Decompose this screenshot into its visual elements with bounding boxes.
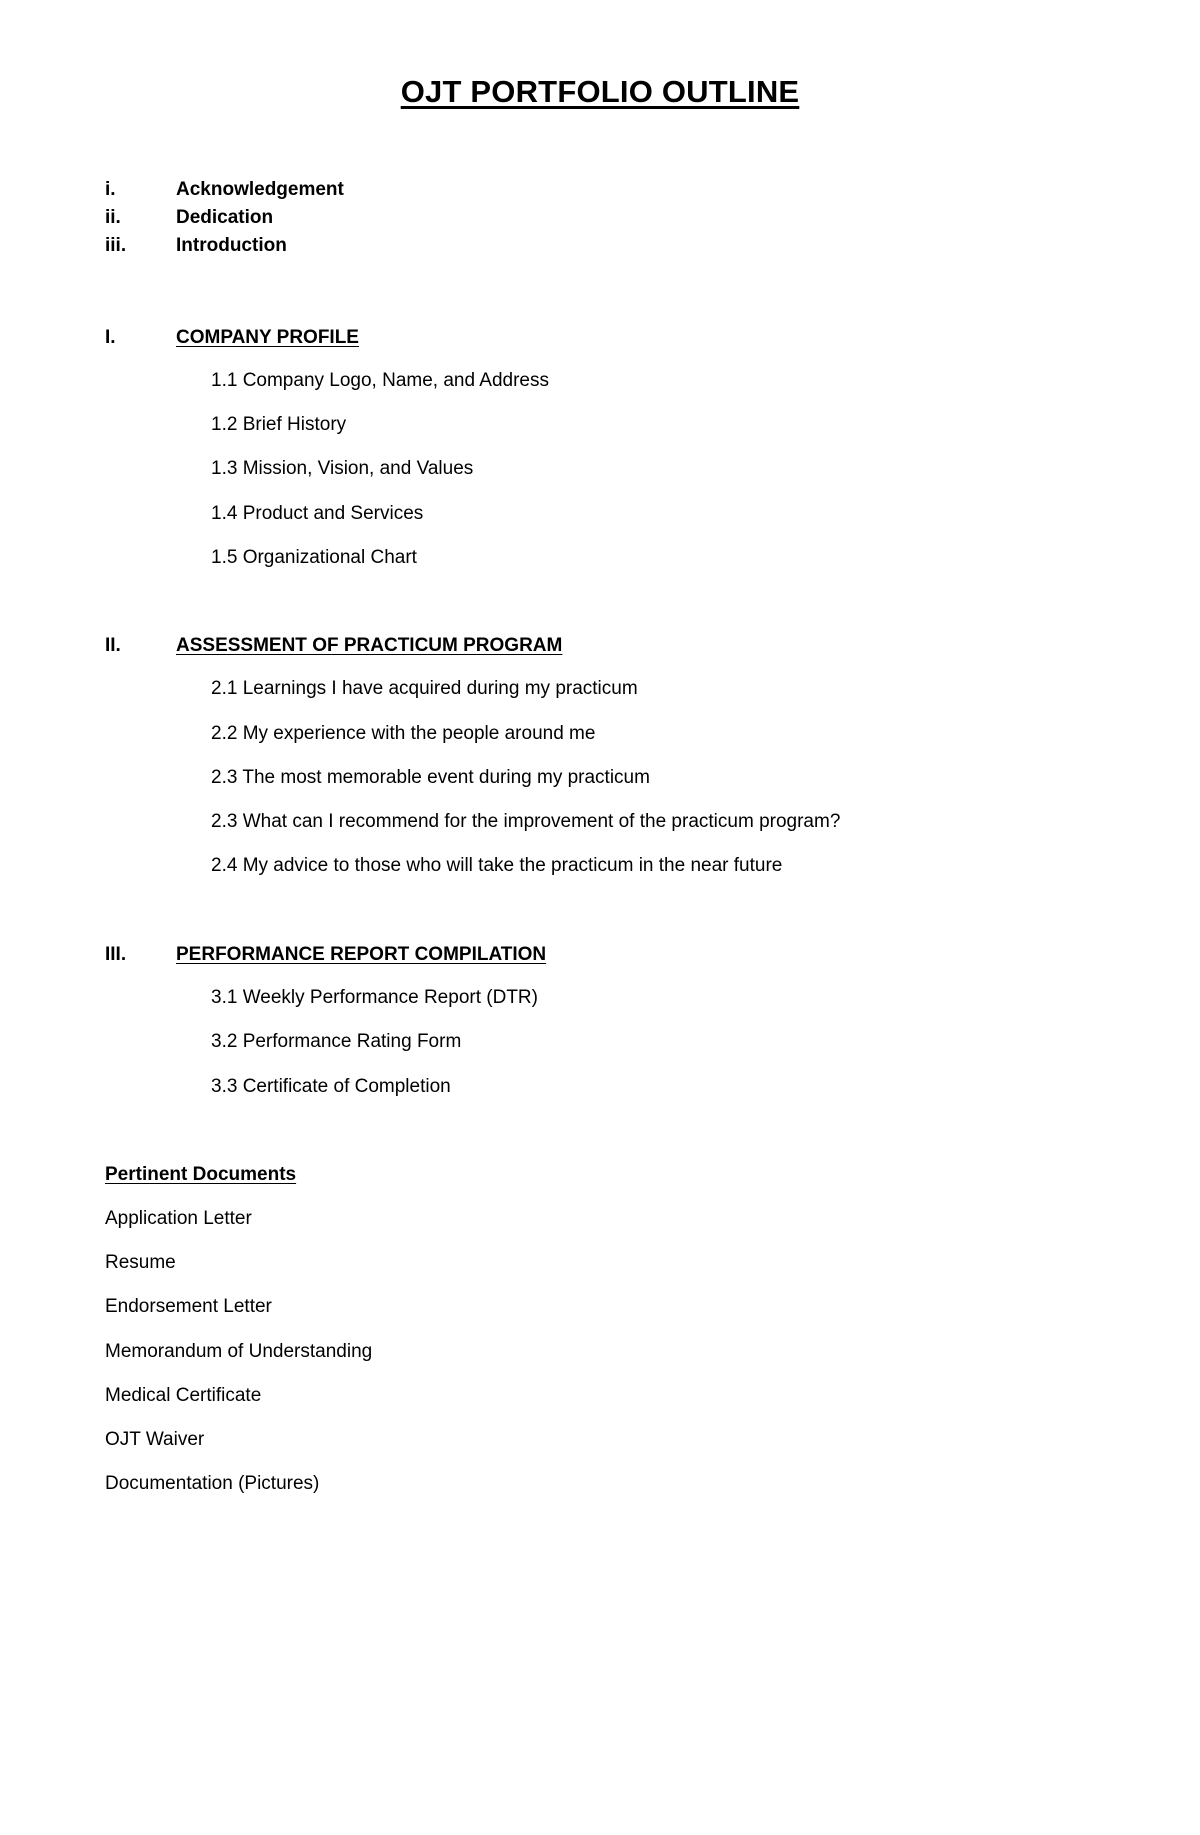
section-heading: ASSESSMENT OF PRACTICUM PROGRAM xyxy=(176,635,563,656)
outline-item: 2.1 Learnings I have acquired during my practicum xyxy=(211,678,638,699)
front-matter-numeral: i. xyxy=(105,179,116,200)
outline-item: 1.1 Company Logo, Name, and Address xyxy=(211,370,549,391)
document-item: Application Letter xyxy=(105,1208,252,1229)
section-heading: PERFORMANCE REPORT COMPILATION xyxy=(176,944,547,965)
front-matter-label: Dedication xyxy=(176,207,274,228)
document-item: Endorsement Letter xyxy=(105,1296,272,1317)
outline-item: 1.2 Brief History xyxy=(211,414,347,435)
outline-item: 2.4 My advice to those who will take the practicum in the near future xyxy=(211,855,783,876)
section-numeral: I. xyxy=(105,327,116,348)
front-matter-numeral: iii. xyxy=(105,235,127,256)
section-numeral: II. xyxy=(105,635,121,656)
outline-item: 2.3 The most memorable event during my practicum xyxy=(211,767,650,788)
outline-item: 1.4 Product and Services xyxy=(211,503,424,524)
front-matter-label: Acknowledgement xyxy=(176,179,344,200)
outline-item: 3.2 Performance Rating Form xyxy=(211,1031,462,1052)
outline-item: 2.3 What can I recommend for the improvement of the practicum program? xyxy=(211,811,841,832)
section-heading: COMPANY PROFILE xyxy=(176,327,359,348)
page-title: OJT PORTFOLIO OUTLINE xyxy=(400,74,800,109)
document-item: OJT Waiver xyxy=(105,1429,205,1450)
front-matter-label: Introduction xyxy=(176,235,287,256)
section-numeral: III. xyxy=(105,944,127,965)
document-item: Resume xyxy=(105,1252,176,1273)
outline-item: 3.1 Weekly Performance Report (DTR) xyxy=(211,987,538,1008)
document-item: Memorandum of Understanding xyxy=(105,1341,373,1362)
pertinent-heading: Pertinent Documents xyxy=(105,1164,297,1185)
outline-item: 3.3 Certificate of Completion xyxy=(211,1076,451,1097)
outline-item: 1.5 Organizational Chart xyxy=(211,547,417,568)
outline-item: 2.2 My experience with the people around me xyxy=(211,723,596,744)
front-matter-numeral: ii. xyxy=(105,207,121,228)
document-item: Medical Certificate xyxy=(105,1385,262,1406)
outline-item: 1.3 Mission, Vision, and Values xyxy=(211,458,474,479)
document-item: Documentation (Pictures) xyxy=(105,1473,320,1494)
